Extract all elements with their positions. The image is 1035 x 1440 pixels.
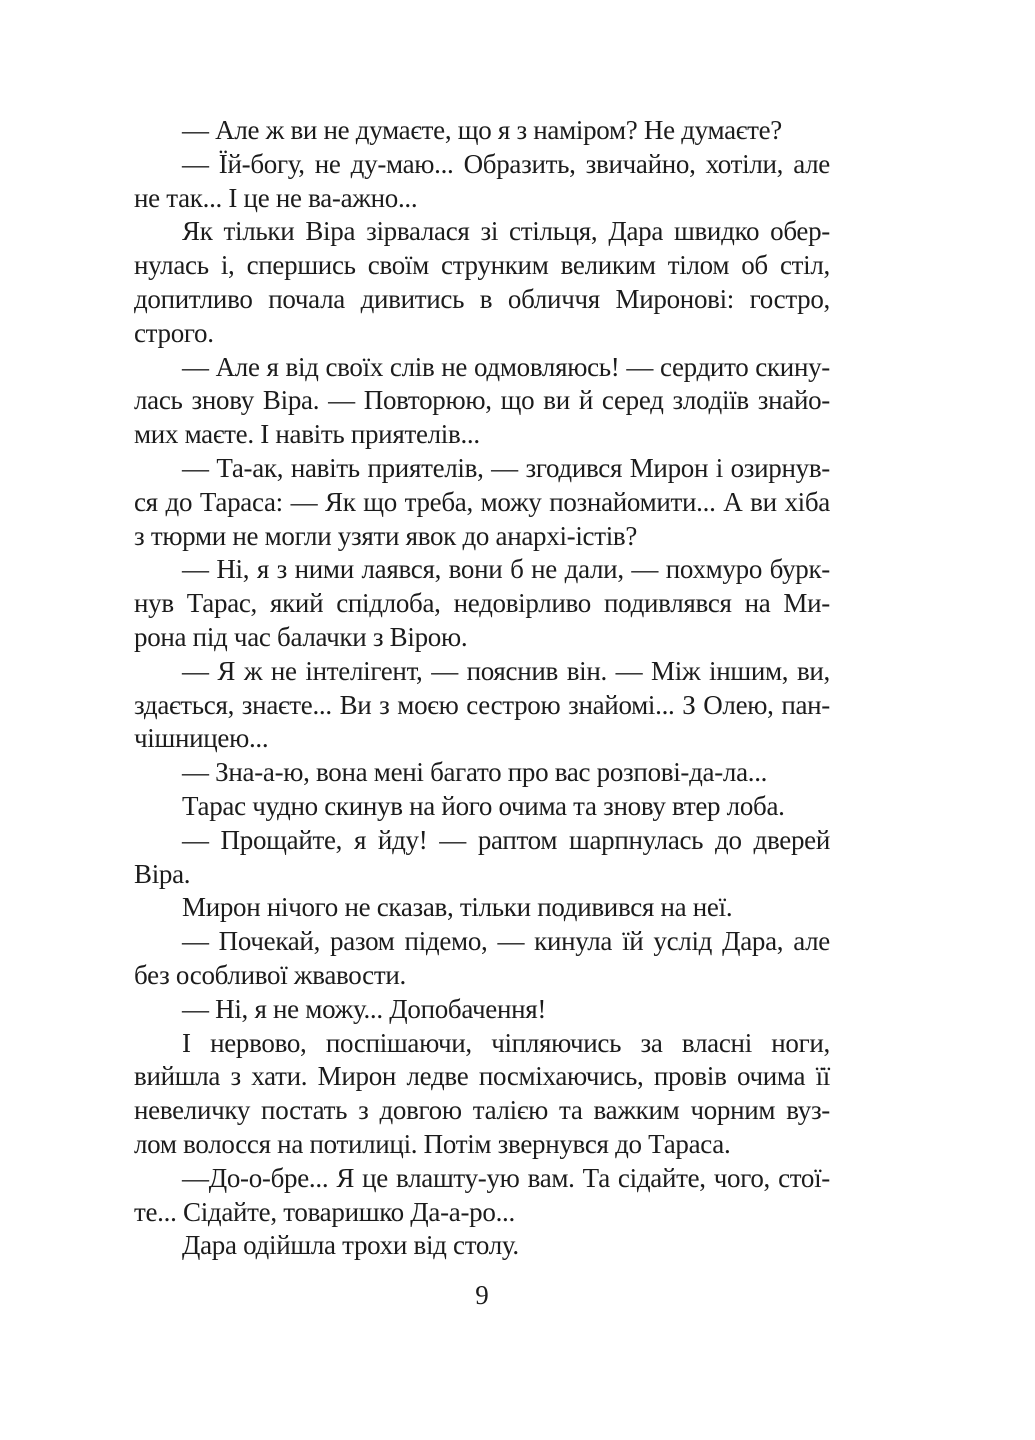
paragraph <box>134 1027 830 1162</box>
paragraph <box>134 756 830 790</box>
text-line: здається, знаєте... Ви з моєю сестрою знайомі... З Олею, пан- <box>134 689 830 720</box>
paragraph <box>134 824 830 892</box>
text-line: рона під час балачки з Вірою. <box>134 621 468 652</box>
text-line: — Але ж ви не думаєте, що я з наміром? Не думаєте? <box>182 115 782 145</box>
paragraph <box>134 114 830 148</box>
paragraph <box>134 655 830 756</box>
text-line: нулась і, спершись своїм струнким великим тілом об стіл, <box>134 250 830 281</box>
paragraph <box>134 891 830 925</box>
paragraph <box>134 925 830 993</box>
text-line: — Ні, я з ними лаявся, вони б не дали, — похмуро бурк- <box>182 554 830 585</box>
text-line: — Почекай, разом підемо, — кинула їй услід Дара, але <box>182 926 830 957</box>
paragraph <box>134 148 830 216</box>
text-line: з тюрми не могли узяти явок до анархі-істів? <box>134 520 638 551</box>
paragraph <box>134 790 830 824</box>
text-line: лом волосся на потилиці. Потім звернувся до Тараса. <box>134 1128 731 1159</box>
text-line: —До-о-бре... Я це влашту-ую вам. Та сідайте, чого, стої- <box>182 1162 830 1193</box>
paragraph <box>134 1162 830 1230</box>
text-line: лась знову Віра. — Повторюю, що ви й серед злодіїв знайо- <box>134 385 830 416</box>
text-line: — Та-ак, навіть приятелів, — згодився Мирон і озирнув- <box>182 452 830 483</box>
text-line: строго. <box>134 317 214 348</box>
paragraph <box>134 1229 830 1263</box>
paragraph <box>134 351 830 452</box>
text-line: — Але я від своїх слів не одмовляюсь! — сердито скину- <box>182 351 830 382</box>
text-line: — Я ж не інтелігент, — пояснив він. — Між іншим, ви, <box>182 655 830 686</box>
text-line: ся до Тараса: — Як що треба, можу познайомити... А ви хіба <box>134 486 830 517</box>
text-line: І нервово, поспішаючи, чіпляючись за власні ноги, <box>182 1027 830 1058</box>
text-line: не так... І це не ва-ажно... <box>134 182 418 213</box>
text-line: нув Тарас, який спідлоба, недовірливо подивлявся на Ми- <box>134 588 830 619</box>
paragraph <box>134 215 830 350</box>
text-line: Мирон нічого не сказав, тільки подивився на неї. <box>182 892 733 923</box>
text-line: те... Сідайте, товаришко Да-а-ро... <box>134 1196 515 1227</box>
text-line: вийшла з хати. Мирон ледве посміхаючись, провів очима її <box>134 1061 830 1092</box>
text-line: — Їй-богу, не ду-маю... Образить, звичайно, хотіли, але <box>182 148 830 179</box>
paragraph <box>134 553 830 654</box>
text-line: Як тільки Віра зірвалася зі стільця, Дара швидко обер- <box>182 216 830 247</box>
text-line: без особливої жвавости. <box>134 959 406 990</box>
text-line: мих маєте. І навіть приятелів... <box>134 419 480 450</box>
text-line: Тарас чудно скинув на його очима та знову втер лоба. <box>182 790 785 821</box>
text-line: Дара одійшла трохи від столу. <box>182 1230 519 1261</box>
text-line: чішницею... <box>134 723 269 754</box>
text-line: Віра. <box>134 858 191 889</box>
page-number: 9 <box>475 1280 489 1310</box>
text-line: — Ні, я не можу... Допобачення! <box>182 993 547 1024</box>
paragraph <box>134 452 830 553</box>
text-line: — Зна-а-ю, вона мені багато про вас розпові-да-ла... <box>182 757 768 788</box>
text-line: — Прощайте, я йду! — раптом шарпнулась до дверей <box>182 824 830 855</box>
paragraph <box>134 993 830 1027</box>
text-block <box>134 114 830 1263</box>
text-line: допитливо почала дивитись в обличчя Миронові: гостро, <box>134 283 830 314</box>
text-line: невеличку постать з довгою талією та важким чорним вуз- <box>134 1095 830 1126</box>
